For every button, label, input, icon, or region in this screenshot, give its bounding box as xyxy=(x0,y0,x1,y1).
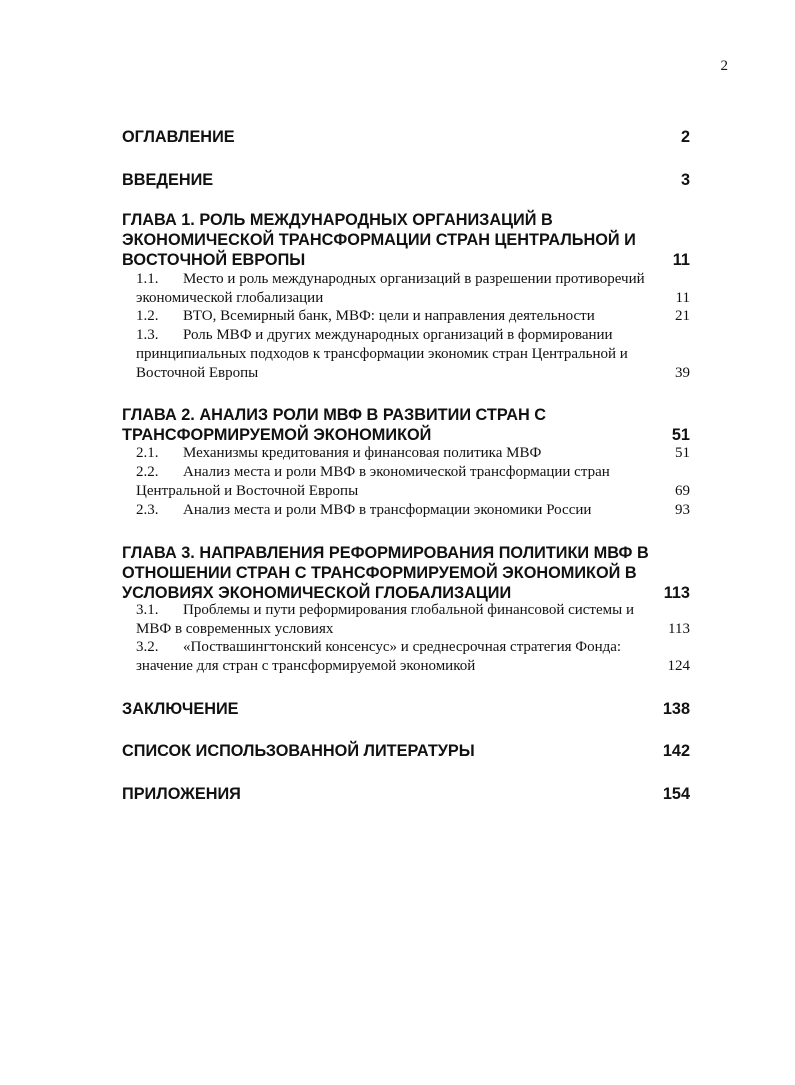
chapter-title-line: ТРАНСФОРМИРУЕМОЙ ЭКОНОМИКОЙ xyxy=(122,426,432,444)
section-number: 3.1. xyxy=(136,602,159,618)
section-number: 1.2. xyxy=(136,308,159,324)
toc-entry-page: 138 xyxy=(662,700,690,718)
section-title-line: Анализ места и роли МВФ в экономической трансформации стран xyxy=(183,464,610,480)
toc-entry-page: 11 xyxy=(675,290,690,306)
toc-entry-page: 124 xyxy=(667,658,690,674)
chapter-title-line: ВОСТОЧНОЙ ЕВРОПЫ xyxy=(122,251,306,269)
toc-section-3-2[interactable] xyxy=(136,638,708,676)
section-title-line: Механизмы кредитования и финансовая политика МВФ xyxy=(183,445,542,461)
toc-entry-appendices[interactable] xyxy=(122,784,690,804)
chapter-title-line: УСЛОВИЯХ ЭКОНОМИЧЕСКОЙ ГЛОБАЛИЗАЦИИ xyxy=(122,584,512,602)
toc-entry-contents[interactable] xyxy=(122,127,690,147)
toc-entry-page: 51 xyxy=(675,445,690,461)
section-title-line: ВТО, Всемирный банк, МВФ: цели и направления деятельности xyxy=(183,308,595,324)
section-title-line: Восточной Европы xyxy=(136,365,259,381)
toc-section-2-3[interactable] xyxy=(136,501,708,520)
toc-entry-page: 93 xyxy=(675,502,690,518)
section-title-line: значение для стран с трансформируемой экономикой xyxy=(136,658,476,674)
section-title-line: экономической глобализации xyxy=(136,290,324,306)
toc-entry-page: 2 xyxy=(680,128,690,146)
chapter-title-line: ГЛАВА 1. РОЛЬ МЕЖДУНАРОДНЫХ ОРГАНИЗАЦИЙ В xyxy=(122,211,553,229)
section-title-line: Анализ места и роли МВФ в трансформации экономики России xyxy=(183,502,592,518)
toc-entry-title: ВВЕДЕНИЕ xyxy=(122,171,214,189)
toc-chapter-3[interactable] xyxy=(122,543,690,603)
toc-entry-page: 11 xyxy=(672,251,690,269)
toc-entry-page: 69 xyxy=(675,483,690,499)
toc-entry-page: 142 xyxy=(662,742,690,760)
section-number: 1.3. xyxy=(136,327,159,343)
toc-entry-page: 21 xyxy=(675,308,690,324)
section-number: 2.2. xyxy=(136,464,159,480)
section-title-line: Проблемы и пути реформирования глобальной финансовой системы и xyxy=(183,602,634,618)
page-number: 2 xyxy=(720,58,728,74)
chapter-title-line: ГЛАВА 3. НАПРАВЛЕНИЯ РЕФОРМИРОВАНИЯ ПОЛИТИКИ МВФ В xyxy=(122,544,649,562)
section-title-line: Роль МВФ и других международных организаций в формировании xyxy=(183,327,613,343)
toc-section-1-2[interactable] xyxy=(136,307,708,326)
section-title-line: принципиальных подходов к трансформации экономик стран Центральной и xyxy=(136,346,628,362)
toc-entry-title: ОГЛАВЛЕНИЕ xyxy=(122,128,235,146)
section-title-line: Центральной и Восточной Европы xyxy=(136,483,359,499)
toc-entry-page: 154 xyxy=(662,785,690,803)
toc-section-2-2[interactable] xyxy=(136,463,708,501)
toc-entry-page: 3 xyxy=(680,171,690,189)
toc-entry-page: 51 xyxy=(671,426,690,444)
toc-section-1-3[interactable] xyxy=(136,326,708,383)
chapter-title-line: ОТНОШЕНИИ СТРАН С ТРАНСФОРМИРУЕМОЙ ЭКОНОМИКОЙ В xyxy=(122,564,637,582)
toc-section-1-1[interactable] xyxy=(136,270,708,308)
toc-entry-intro[interactable] xyxy=(122,170,690,190)
toc-entry-title: ЗАКЛЮЧЕНИЕ xyxy=(122,700,239,718)
section-title-line: «Поствашингтонский консенсус» и среднесрочная стратегия Фонда: xyxy=(183,639,622,655)
toc-section-2-1[interactable] xyxy=(136,444,708,463)
section-number: 2.3. xyxy=(136,502,159,518)
toc-entry-title: СПИСОК ИСПОЛЬЗОВАННОЙ ЛИТЕРАТУРЫ xyxy=(122,742,475,760)
section-title-line: Место и роль международных организаций в разрешении противоречий xyxy=(183,271,645,287)
toc-entry-references[interactable] xyxy=(122,741,690,761)
toc-chapter-2[interactable] xyxy=(122,405,690,445)
toc-entry-page: 113 xyxy=(668,621,690,637)
toc-entry-page: 113 xyxy=(663,584,690,602)
section-title-line: МВФ в современных условиях xyxy=(136,621,334,637)
section-number: 2.1. xyxy=(136,445,159,461)
section-number: 1.1. xyxy=(136,271,159,287)
toc-entry-title: ПРИЛОЖЕНИЯ xyxy=(122,785,241,803)
toc-entry-page: 39 xyxy=(675,365,690,381)
chapter-title-line: ГЛАВА 2. АНАЛИЗ РОЛИ МВФ В РАЗВИТИИ СТРАН С xyxy=(122,406,547,424)
toc-section-3-1[interactable] xyxy=(136,601,708,639)
toc-entry-conclusion[interactable] xyxy=(122,699,690,719)
section-number: 3.2. xyxy=(136,639,159,655)
toc-chapter-1[interactable] xyxy=(122,210,690,270)
chapter-title-line: ЭКОНОМИЧЕСКОЙ ТРАНСФОРМАЦИИ СТРАН ЦЕНТРАЛЬНОЙ И xyxy=(122,231,636,249)
